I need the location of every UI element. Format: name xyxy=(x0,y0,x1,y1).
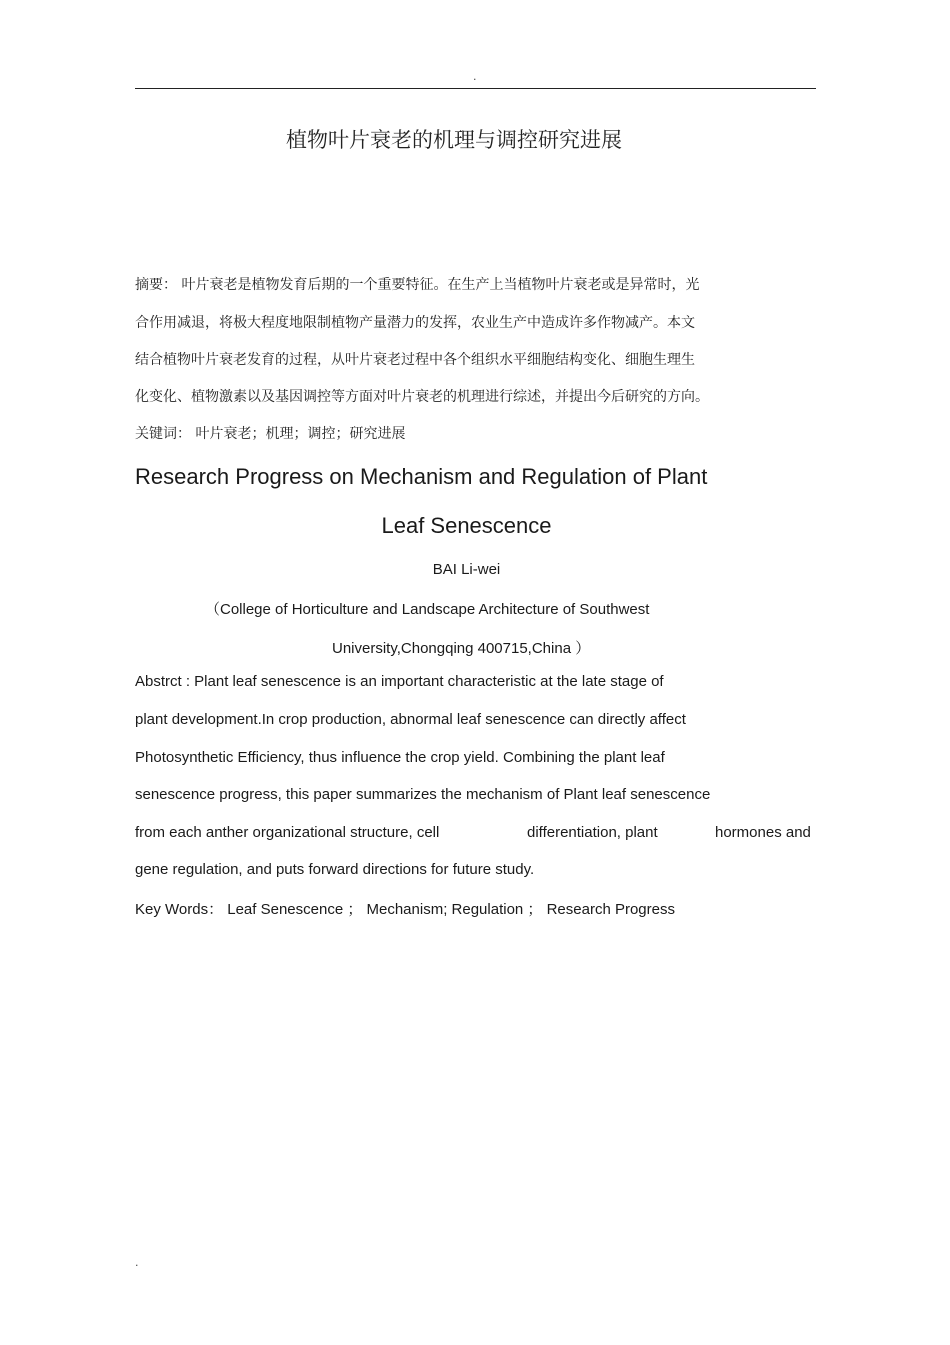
english-title-line-2: Leaf Senescence xyxy=(381,513,552,538)
english-abstract-line-1: Abstrct : Plant leaf senescence is an important characteristic at the late stage of xyxy=(135,673,664,690)
affiliation-line-2: University,Chongqing 400715,China ） xyxy=(332,640,591,657)
english-title-line-1: Research Progress on Mechanism and Regulation of Plant xyxy=(135,464,708,489)
header-rule xyxy=(135,88,816,89)
affiliation-line-1: （College of Horticulture and Landscape Architecture of Southwest xyxy=(205,601,650,618)
english-keywords: Key Words： Leaf Senescence ； Mechanism; Regulation ； Research Progress xyxy=(135,901,675,918)
english-abstract-line-5a: from each anther organizational structure, cell xyxy=(135,824,440,841)
header-dot: . xyxy=(473,70,477,83)
english-abstract-line-2: plant development.In crop production, abnormal leaf senescence can directly affect xyxy=(135,711,686,728)
chinese-title: 植物叶片衰老的机理与调控研究进展 xyxy=(286,128,622,152)
chinese-abstract-line-3: 结合植物叶片衰老发育的过程，从叶片衰老过程中各个组织水平细胞结构变化、细胞生理生 xyxy=(135,352,695,368)
chinese-abstract-line-2: 合作用减退，将极大程度地限制植物产量潜力的发挥，农业生产中造成许多作物减产。本文 xyxy=(135,315,695,331)
chinese-abstract-line-1: 摘要： 叶片衰老是植物发育后期的一个重要特征。在生产上当植物叶片衰老或是异常时，光 xyxy=(135,277,700,293)
footer-dot: . xyxy=(135,1256,139,1269)
english-abstract-line-5c: hormones and xyxy=(715,824,811,841)
english-abstract-line-3: Photosynthetic Efficiency, thus influence the crop yield. Combining the plant leaf xyxy=(135,749,665,766)
chinese-keywords: 关键词： 叶片衰老；机理；调控；研究进展 xyxy=(135,426,406,442)
chinese-abstract-line-4: 化变化、植物激素以及基因调控等方面对叶片衰老的机理进行综述，并提出今后研究的方向。 xyxy=(135,389,709,405)
english-abstract-line-6: gene regulation, and puts forward directions for future study. xyxy=(135,861,535,878)
author-name: BAI Li-wei xyxy=(432,561,501,578)
english-abstract-line-4: senescence progress, this paper summarizes the mechanism of Plant leaf senescence xyxy=(135,786,711,803)
english-abstract-line-5b: differentiation, plant xyxy=(527,824,658,841)
